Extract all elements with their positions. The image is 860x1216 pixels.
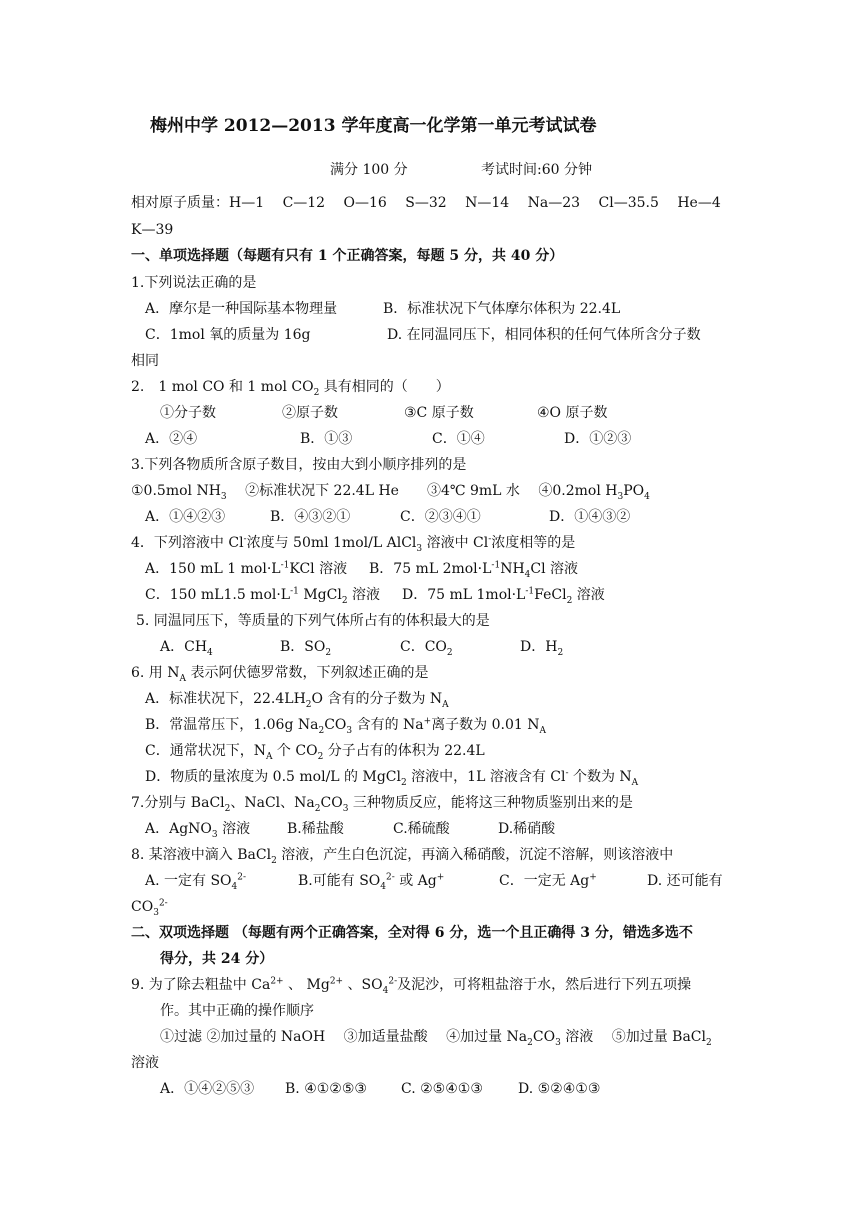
q6-option-a: A．标准状况下，$22.4LH_2O$ 含有的分子数为 $N_A$	[145, 691, 449, 710]
q5-option-b: B．$SO_2$	[280, 639, 332, 658]
q8-option-d-cont: $CO_3^{2-}$	[131, 898, 168, 918]
q2-option-c: C．①④	[432, 431, 485, 447]
q3-option-a: A．①④②③	[145, 509, 226, 525]
section2-heading-cont: 得分，共 24 分）	[160, 951, 274, 967]
q2-item-4: ④O 原子数	[537, 405, 608, 421]
q2-option-d: D．①②③	[564, 431, 632, 447]
q9-operations: ①过滤 ②加过量的 NaOH ③加适量盐酸 ④加过量 $Na_2CO_3$ 溶液 ⑤加过量 BaCl$_2$	[160, 1029, 712, 1048]
q4-option-a: A．150 mL 1 $mol\cdot L^{-1}KCl$ 溶液	[145, 560, 348, 577]
q2-option-b: B．①③	[300, 431, 353, 447]
exam-time: 考试时间:60 分钟	[481, 162, 592, 178]
q7-stem: 7.分别与 BaCl$_2$、NaCl、$Na_2CO_3$ 三种物质反应，能将这三种物质鉴别出来的是	[131, 795, 633, 814]
q3-option-c: C．②③④①	[400, 509, 481, 525]
atomic-masses-line1: 相对原子质量：H—1 C—12 O—16 S—32 N—14 Na—23 Cl—35.5 He—4	[131, 195, 721, 211]
q6-stem: 6. 用 $N_A$ 表示阿伏德罗常数，下列叙述正确的是	[131, 665, 429, 684]
q3-option-d: D．①④③②	[549, 509, 631, 525]
q5-option-d: D．$H_2$	[520, 639, 564, 658]
q4-option-c: C．150 mL1.5 $mol\cdot L^{-1}$ MgCl$_2$ 溶液	[145, 586, 381, 606]
q9-operations-cont: 溶液	[131, 1055, 159, 1071]
q9-option-b: B. ④①②⑤③	[285, 1081, 367, 1097]
q2-option-a: A．②④	[145, 431, 198, 447]
q1-option-d-cont: 相同	[131, 353, 159, 369]
q8-option-b: B.可能有 $SO_4^{2-}$ 或 Ag+	[298, 872, 445, 892]
q8-option-c: C．一定无 Ag+	[499, 872, 597, 889]
q2-item-2: ②原子数	[282, 405, 338, 421]
q9-option-d: D. ⑤②④①③	[518, 1081, 601, 1097]
q5-option-c: C．$CO_2$	[400, 639, 453, 658]
q2-stem: 2. 1 mol CO 和 1 mol $CO_2$ 具有相同的（ ）	[131, 379, 450, 398]
q9-stem: 9. 为了除去粗盐中 $Ca^{2+}$ 、 $Mg^{2+}$ 、$SO_4^{2-}$及泥沙，可将粗盐溶于水，然后进行下列五项操	[131, 976, 692, 996]
q6-option-b: B．常温常压下，1.06g $Na_2CO_3$ 含有的 Na+离子数为 0.01 $N_A$	[145, 716, 547, 736]
q8-option-d: D. 还可能有	[647, 873, 723, 889]
q5-stem: 5. 同温同压下，等质量的下列气体所占有的体积最大的是	[136, 613, 490, 629]
q1-option-d: D. 在同温同压下，相同体积的任何气体所含分子数	[387, 327, 701, 343]
atomic-masses-line2: K—39	[131, 222, 174, 238]
q7-option-c: C.稀硫酸	[393, 821, 450, 837]
q7-option-d: D.稀硝酸	[498, 821, 556, 837]
q3-option-b: B．④③②①	[270, 509, 351, 525]
section1-heading: 一、单项选择题（每题有只有 1 个正确答案，每题 5 分，共 40 分）	[131, 248, 564, 264]
q4-option-d: D．75 mL $1mol\cdot L^{-1}FeCl_2$ 溶液	[402, 586, 605, 606]
q7-option-b: B.稀盐酸	[287, 821, 344, 837]
full-score: 满分 100 分	[330, 162, 408, 178]
q2-item-1: ①分子数	[160, 405, 216, 421]
q6-option-c: C．通常状况下，$N_A$ 个 $CO_2$ 分子占有的体积为 22.4L	[145, 743, 485, 762]
q1-option-b: B．标准状况下气体摩尔体积为 22.4L	[383, 301, 621, 317]
page-title: 梅州中学 2012—2013 学年度高一化学第一单元考试试卷	[150, 116, 597, 136]
q6-option-d: D．物质的量浓度为 0.5 mol/L 的 MgCl$_2$ 溶液中，1L 溶液含有 Cl- 个数为 $N_A$	[145, 768, 639, 788]
q4-option-b: B．75 mL $2mol\cdot L^{-1}NH_4Cl$ 溶液	[369, 560, 579, 580]
q8-option-a: A. 一定有 $SO_4^{2-}$	[145, 872, 247, 892]
q7-option-a: A．AgNO$_3$ 溶液	[145, 821, 251, 840]
q9-option-c: C. ②⑤④①③	[401, 1081, 483, 1097]
section2-heading: 二、双项选择题 （每题有两个正确答案，全对得 6 分，选一个且正确得 3 分，错选多选不	[131, 925, 693, 941]
q4-stem: 4．下列溶液中 Cl-浓度与 50ml 1mol/L AlCl$_3$ 溶液中 Cl-浓度相等的是	[131, 534, 576, 554]
q3-stem: 3.下列各物质所含原子数目，按由大到小顺序排列的是	[131, 457, 467, 473]
q9-stem-cont: 作。其中正确的操作顺序	[160, 1003, 314, 1019]
q9-option-a: A．①④②⑤③	[160, 1081, 255, 1097]
q1-option-c: C．1mol 氧的质量为 16g	[145, 327, 311, 343]
q1-stem: 1.下列说法正确的是	[131, 275, 257, 291]
q2-item-3: ③C 原子数	[404, 405, 474, 421]
q1-option-a: A．摩尔是一种国际基本物理量	[145, 301, 338, 317]
q5-option-a: A．$CH_4$	[160, 639, 213, 658]
q3-items: ①0.5mol $NH_3$ ②标准状况下 22.4L He ③4℃ 9mL 水 ④0.2mol $H_3PO_4$	[131, 483, 650, 502]
q8-stem: 8. 某溶液中滴入 BaCl$_2$ 溶液，产生白色沉淀，再滴入稀硝酸，沉淀不溶解，则该溶液中	[131, 847, 674, 866]
